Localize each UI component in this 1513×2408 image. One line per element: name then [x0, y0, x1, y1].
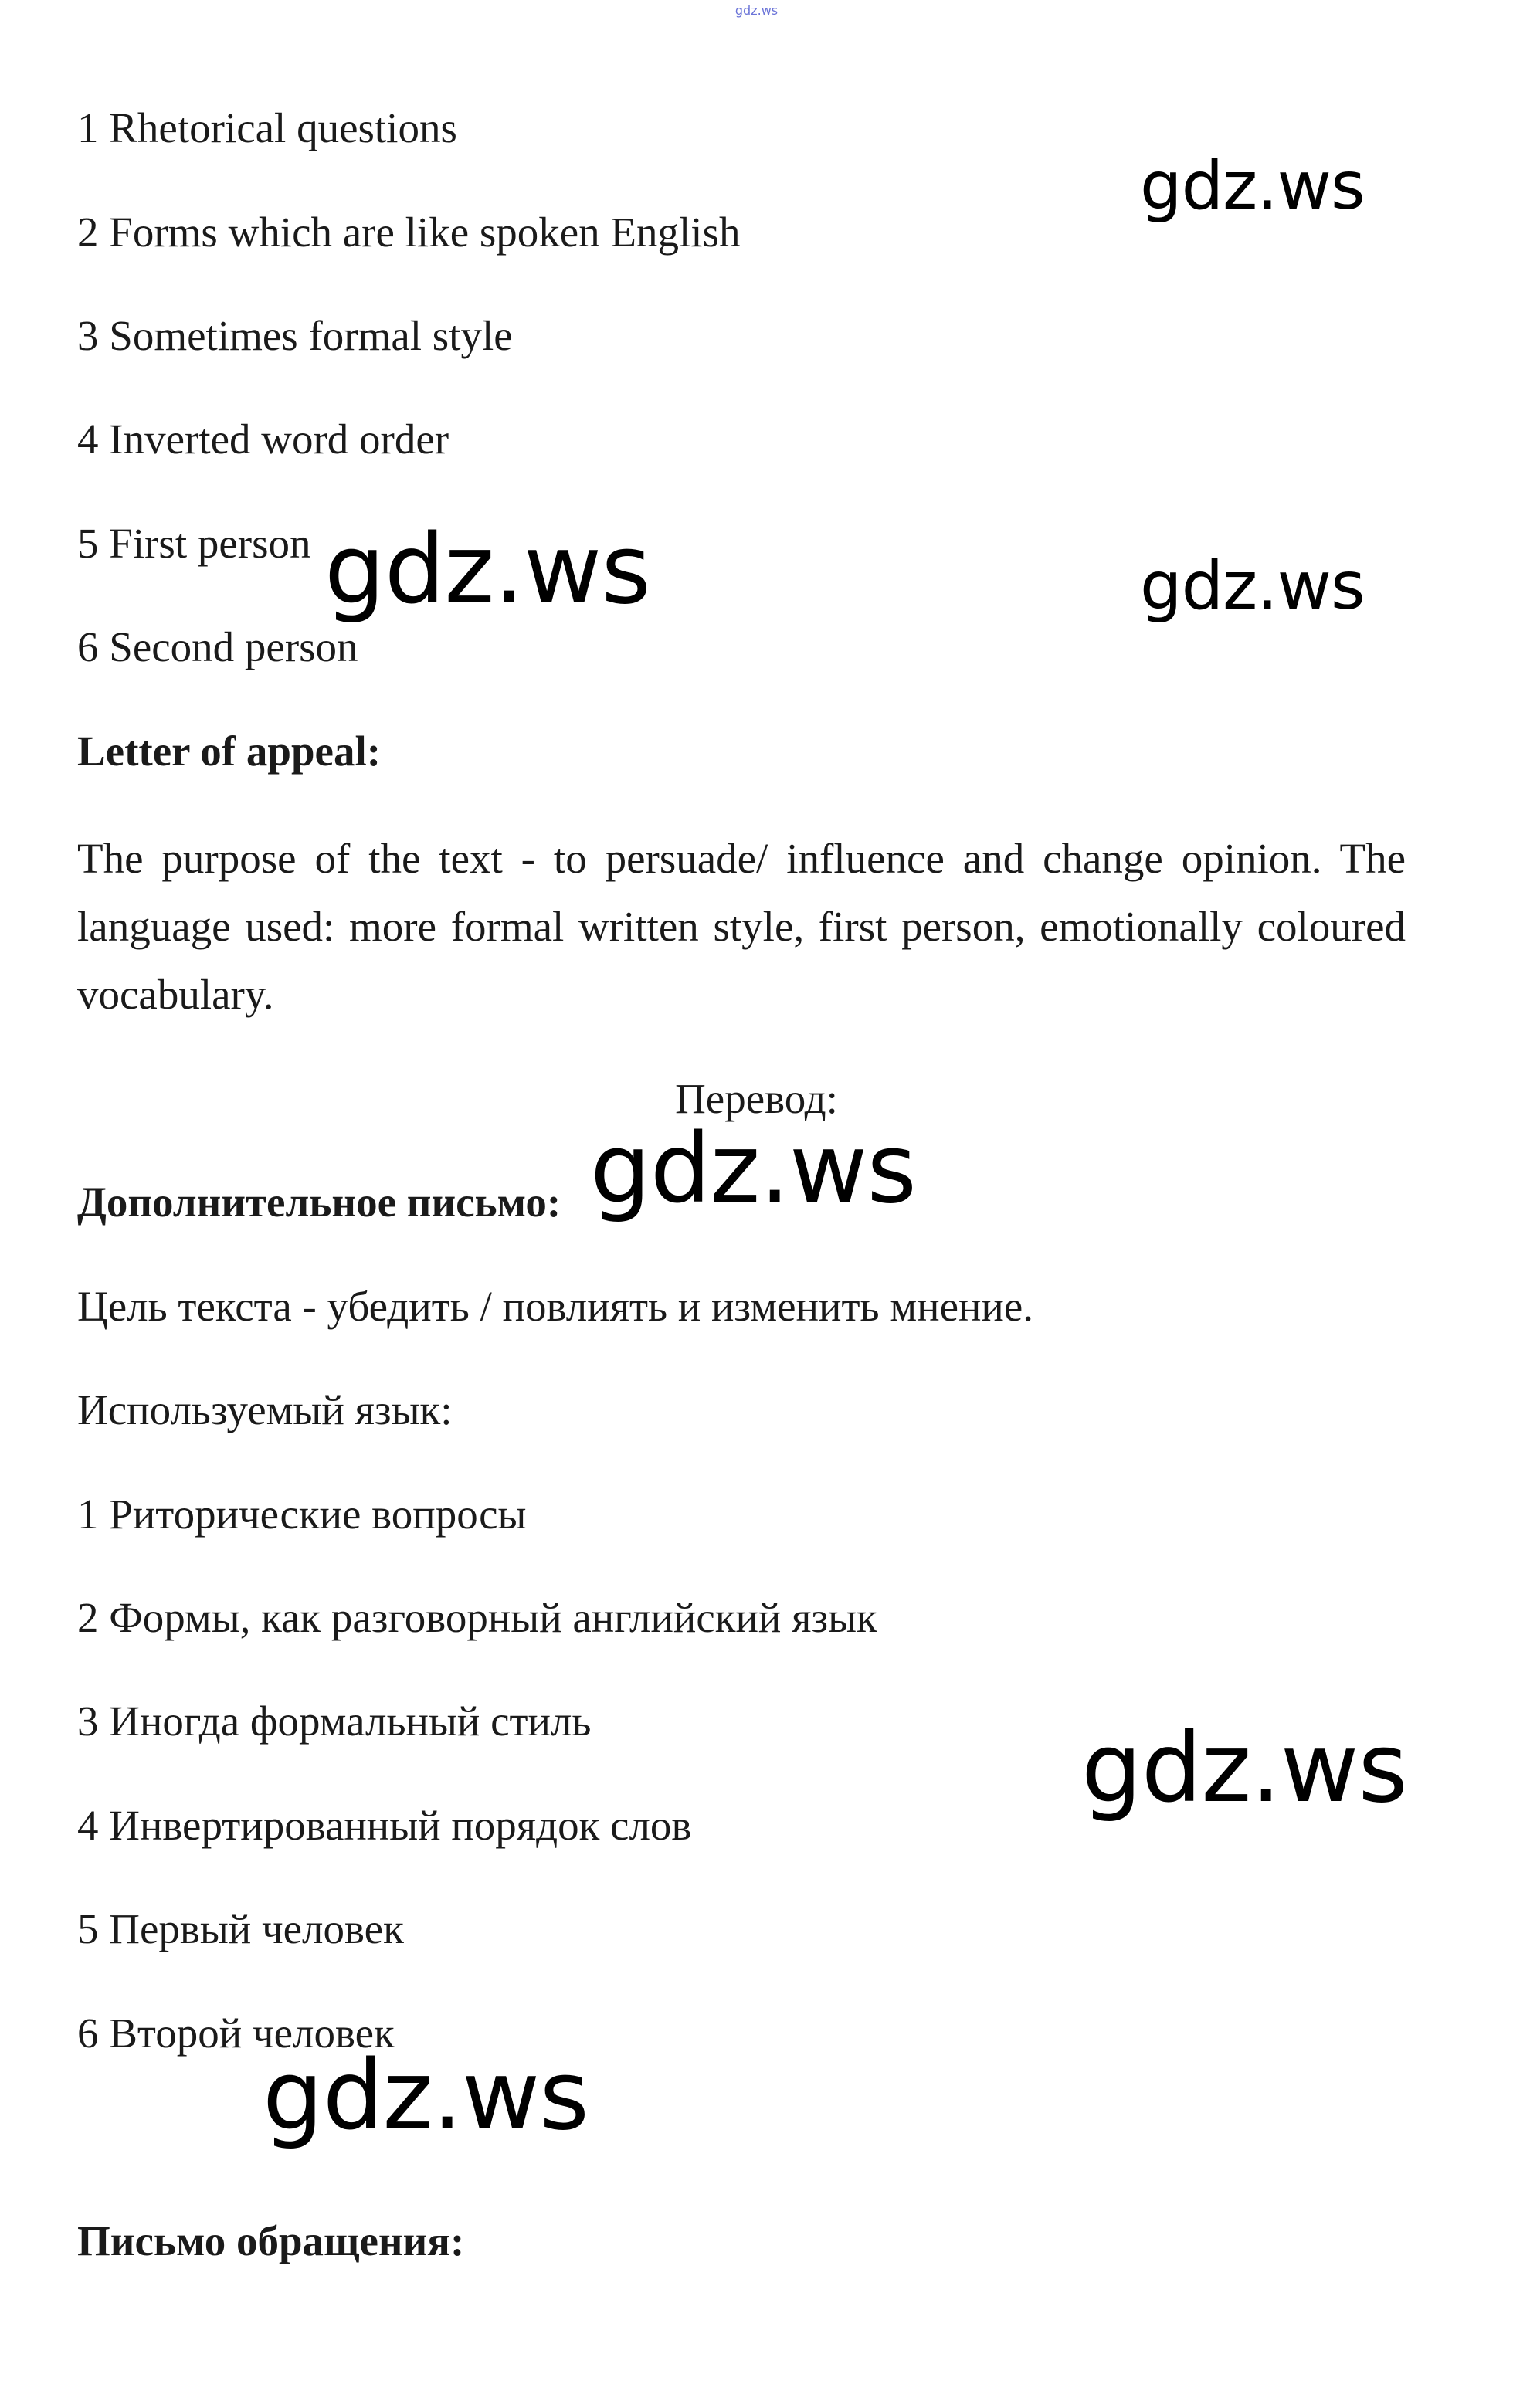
- russian-language-label: Используемый язык:: [77, 1386, 453, 1433]
- watermark-3: gdz.ws: [1140, 548, 1365, 625]
- russian-heading-2: Письмо обращения:: [77, 2217, 465, 2264]
- english-item-5: 5 First person: [77, 520, 311, 567]
- english-item-1: 1 Rhetorical questions: [77, 104, 457, 151]
- russian-heading-1: Дополнительное письмо:: [77, 1179, 561, 1226]
- russian-item-1: 1 Риторические вопросы: [77, 1491, 527, 1538]
- watermark-2: gdz.ws: [324, 514, 650, 626]
- english-item-3: 3 Sometimes formal style: [77, 312, 513, 359]
- watermark-1: gdz.ws: [1140, 148, 1365, 225]
- header-watermark: gdz.ws: [734, 3, 779, 18]
- russian-item-5: 5 Первый человек: [77, 1905, 404, 1952]
- english-item-2: 2 Forms which are like spoken English: [77, 209, 741, 256]
- russian-item-2: 2 Формы, как разговорный английский язык: [77, 1594, 877, 1641]
- watermark-5: gdz.ws: [1081, 1713, 1407, 1824]
- russian-item-6: 6 Второй человек: [77, 2009, 395, 2057]
- english-paragraph: The purpose of the text - to persuade/ influence and change opinion. The language used: more formal written style, first person, emotionally coloured vocabulary.: [77, 835, 1406, 1018]
- watermark-4: gdz.ws: [590, 1114, 916, 1225]
- russian-purpose: Цель текста - убедить / повлиять и изменить мнение.: [77, 1283, 1034, 1330]
- russian-item-3: 3 Иногда формальный стиль: [77, 1697, 592, 1745]
- english-item-4: 4 Inverted word order: [77, 415, 449, 463]
- russian-item-4: 4 Инвертированный порядок слов: [77, 1802, 692, 1849]
- watermark-6: gdz.ws: [263, 2040, 589, 2152]
- english-heading: Letter of appeal:: [77, 727, 382, 775]
- english-item-6: 6 Second person: [77, 623, 358, 670]
- translation-label: Перевод:: [675, 1075, 838, 1122]
